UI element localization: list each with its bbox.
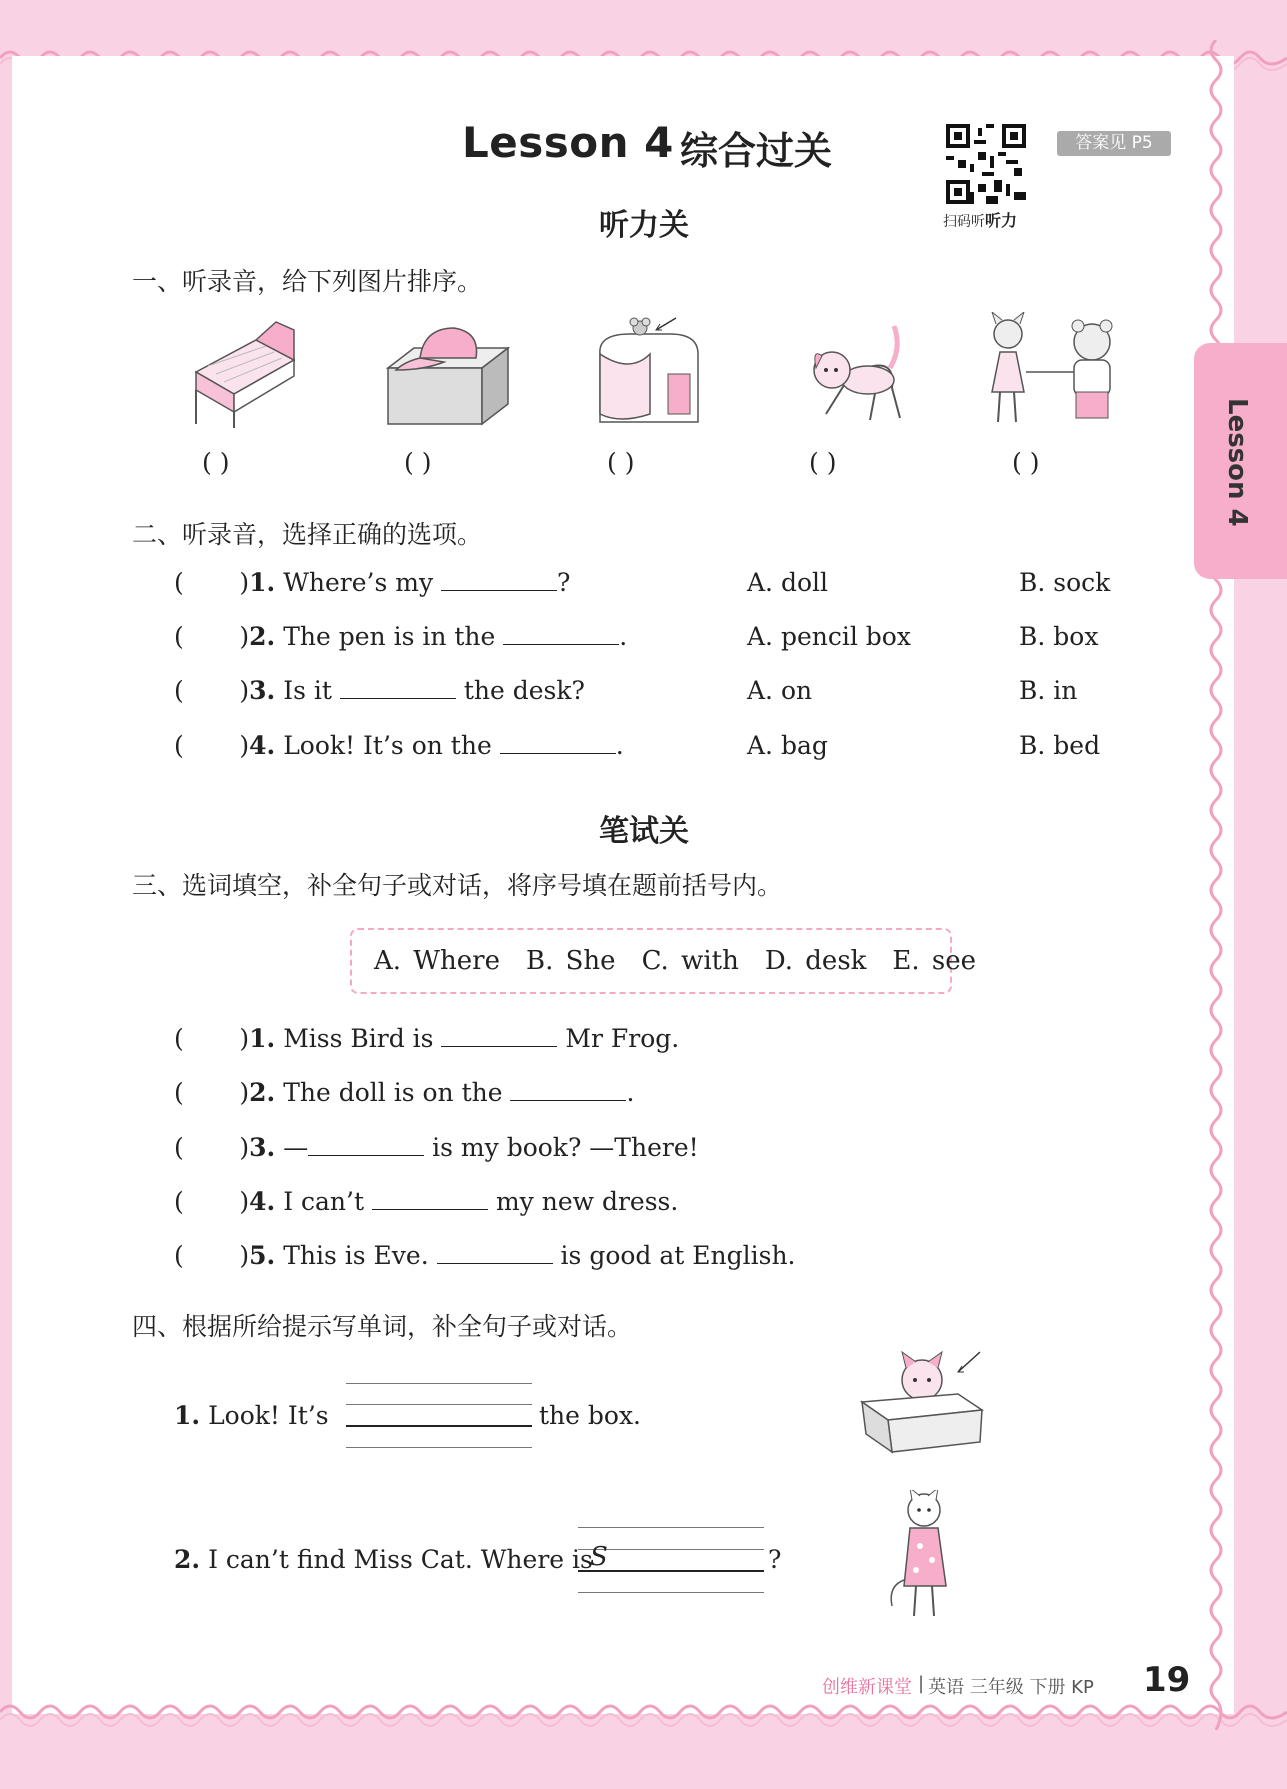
writing-guide-line [346, 1404, 532, 1405]
answer-paren[interactable]: ( ) [174, 1133, 250, 1162]
option-b: B. sock [1019, 568, 1111, 597]
word-bank-option: E. see [892, 946, 977, 976]
fox-bear-image [986, 312, 1124, 432]
option-b: B. bed [1019, 731, 1101, 760]
word-bank [374, 946, 1002, 976]
cap-box-image [384, 318, 512, 430]
part3-item-3: ( )3. — is my book? —There! [174, 1133, 699, 1162]
part3-item-4: ( )4. I can’t my new dress. [174, 1187, 679, 1216]
part1-heading: 一、听录音，给下列图片排序。 [132, 267, 483, 296]
part3-item-1: ( )1. Miss Bird is Mr Frog. [174, 1024, 680, 1053]
answer-reference-badge: 答案见 P5 [1057, 131, 1171, 156]
answer-paren-1[interactable]: ( ) [202, 448, 230, 477]
page-number: 19 [1143, 1660, 1191, 1700]
qr-code-icon[interactable] [946, 124, 1026, 204]
option-a: A. bag [747, 731, 828, 760]
answer-paren[interactable]: ( ) [174, 1024, 250, 1053]
answer-paren[interactable]: ( ) [174, 676, 250, 705]
side-tab-label: Lesson 4 [1222, 398, 1252, 527]
answer-paren-3[interactable]: ( ) [607, 448, 635, 477]
answer-paren-5[interactable]: ( ) [1012, 448, 1040, 477]
part2-item-2: ( )2. The pen is in the . [174, 622, 628, 651]
fill-blank[interactable] [437, 1262, 553, 1264]
fill-blank[interactable] [503, 643, 619, 645]
fill-blank[interactable] [441, 589, 557, 591]
fill-blank[interactable] [372, 1208, 488, 1210]
part2-item-1: ( )1. Where’s my ? [174, 568, 571, 597]
fill-blank[interactable] [441, 1045, 557, 1047]
writing-guide-line [346, 1383, 532, 1384]
option-a: A. pencil box [747, 622, 911, 651]
writing-guide-line [578, 1592, 764, 1593]
writing-guide-line [578, 1527, 764, 1528]
part4-heading: 四、根据所给提示写单词，补全句子或对话。 [132, 1312, 633, 1341]
answer-paren[interactable]: ( ) [174, 1187, 250, 1216]
fill-blank[interactable] [510, 1099, 626, 1101]
cat-in-dress-image [886, 1490, 958, 1622]
lesson-title: Lesson 4 [462, 118, 674, 167]
scan-to-listen-label: 扫码听听力 [943, 211, 1018, 230]
writing-guide-line [346, 1447, 532, 1448]
fill-blank[interactable] [308, 1154, 424, 1156]
word-bank-option: B. She [525, 946, 616, 976]
listening-section-title: 听力关 [599, 208, 689, 243]
footer-info: 英语 三年级 下册 KP [928, 1677, 1094, 1698]
fill-blank[interactable] [500, 752, 616, 754]
part3-heading: 三、选词填空，补全句子或对话，将序号填在题前括号内。 [132, 871, 783, 900]
answer-paren[interactable]: ( ) [174, 568, 250, 597]
footer-brand: 创维新课堂 [822, 1677, 912, 1698]
hint-letter: S [590, 1542, 608, 1572]
answer-paren[interactable]: ( ) [174, 1241, 250, 1270]
answer-paren[interactable]: ( ) [174, 622, 250, 651]
part2-item-3: ( )3. Is it the desk? [174, 676, 585, 705]
cat-in-box-image [858, 1350, 990, 1454]
dog-image [806, 318, 916, 432]
footer-separator: | [918, 1673, 925, 1694]
answer-paren-4[interactable]: ( ) [809, 448, 837, 477]
word-bank-option: D. desk [764, 946, 867, 976]
answer-paren-2[interactable]: ( ) [404, 448, 432, 477]
part4-item-2: 2. I can’t find Miss Cat. Where is [174, 1545, 593, 1574]
word-bank-option: A. Where [374, 946, 500, 976]
answer-paren[interactable]: ( ) [174, 731, 250, 760]
part4-item-1-post: the box. [539, 1401, 641, 1430]
part4-item-2-post: ? [768, 1545, 782, 1574]
bed-image [186, 312, 304, 430]
schoolbag-mouse-image [590, 314, 714, 432]
part4-item-1: 1. Look! It’s [174, 1401, 329, 1430]
part2-heading: 二、听录音，选择正确的选项。 [132, 520, 483, 549]
fill-blank[interactable] [340, 697, 456, 699]
option-b: B. box [1019, 622, 1099, 651]
writing-answer-line[interactable] [346, 1425, 532, 1427]
option-a: A. on [747, 676, 813, 705]
word-bank-option: C. with [641, 946, 739, 976]
part2-item-4: ( )4. Look! It’s on the . [174, 731, 624, 760]
lesson-cn-title: 综合过关 [680, 129, 833, 173]
part3-item-2: ( )2. The doll is on the . [174, 1078, 635, 1107]
part3-item-5: ( )5. This is Eve. is good at English. [174, 1241, 796, 1270]
answer-paren[interactable]: ( ) [174, 1078, 250, 1107]
right-wave-border [1206, 40, 1234, 1730]
bottom-wave-border [0, 1700, 1287, 1734]
writing-section-title: 笔试关 [599, 814, 689, 849]
option-a: A. doll [747, 568, 828, 597]
option-b: B. in [1019, 676, 1078, 705]
